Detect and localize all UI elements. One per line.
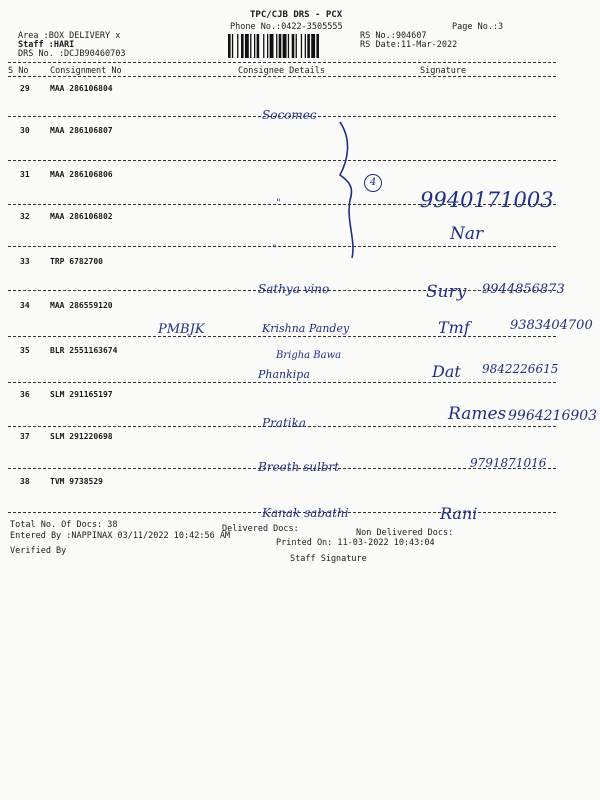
handwritten-phone: 9842226615 [482,362,559,376]
handwritten-phone: 9944856873 [482,282,565,297]
column-header-signature: Signature [420,66,467,76]
handwritten-note: PMBJK [158,322,205,337]
handwritten-consignee: Kanak sabathi [262,506,349,520]
non-delivered-docs: Non Delivered Docs: [356,528,454,538]
handwritten-signature: Rames [448,404,507,424]
delivered-docs: Delivered Docs: [222,524,299,534]
row-consignment: SLM 291220698 [50,432,113,441]
row-divider [8,336,556,337]
barcode [228,34,354,58]
handwritten-consignee: Breeth sulbrt [258,460,340,474]
handwritten-ditto: " [276,198,281,209]
staff-label: Staff :HARI [18,40,75,50]
handwritten-circled-number: 4 [364,174,382,192]
handwritten-signature: Rani [440,504,478,523]
handwritten-consignee: Sathya vino [258,282,330,296]
column-header-consignee: Consignee Details [238,66,325,76]
handwritten-consignee: Phankipa [258,368,310,381]
row-divider [8,382,556,383]
handwritten-consignee: Brigha Bawa [276,350,342,361]
staff-signature: Staff Signature [290,554,367,564]
row-consignment: TRP 6782700 [50,257,103,266]
column-header-consignment: Consignment No [50,66,122,76]
rs-date: RS Date:11-Mar-2022 [360,40,458,50]
row-divider [8,160,556,161]
row-sno: 37 [20,432,30,441]
row-consignment: MAA 286106806 [50,170,113,179]
total-docs: Total No. Of Docs: 38 [10,520,118,530]
entered-by: Entered By :NAPPINAX 03/11/2022 10:42:56 AM [10,531,231,541]
row-consignment: BLR 2551163674 [50,346,118,355]
document-title: TPC/CJB DRS - PCX [250,10,343,20]
handwritten-phone: 9791871016 [470,456,547,470]
row-consignment: MAA 286106802 [50,212,113,221]
row-sno: 38 [20,477,30,486]
page-number: Page No.:3 [452,22,504,32]
row-consignment: SLM 291165197 [50,390,113,399]
handwritten-signature: Dat [432,362,461,381]
handwritten-signature: Tmf [438,318,470,337]
row-consignment: MAA 286106804 [50,84,113,93]
phone-number: Phone No.:0422-3505555 [230,22,343,32]
column-header-sno: S No [8,66,29,76]
handwritten-phone: 9940171003 [420,188,554,212]
handwritten-consignee: Krishna Pandey [262,322,350,335]
row-sno: 30 [20,126,30,135]
divider [8,62,556,63]
handwritten-consignee: Pratika [262,416,307,430]
row-sno: 29 [20,84,30,93]
drs-number: DRS No. :DCJB90460703 [18,49,126,59]
handwritten-signature: Nar [450,224,484,244]
row-consignment: MAA 286559120 [50,301,113,310]
rs-number: RS No.:904607 [360,31,427,41]
handwritten-phone: 9964216903 [508,408,598,424]
row-sno: 32 [20,212,30,221]
handwritten-ditto: " [272,244,277,255]
row-sno: 31 [20,170,30,179]
handwritten-brace [330,120,370,260]
row-sno: 35 [20,346,30,355]
handwritten-consignee: Socomec [262,108,317,122]
divider [8,76,556,77]
verified-by: Verified By [10,546,67,556]
row-divider [8,246,556,247]
row-consignment: MAA 286106807 [50,126,113,135]
handwritten-phone: 9383404700 [510,318,593,333]
row-sno: 34 [20,301,30,310]
printed-on: Printed On: 11-03-2022 10:43:04 [276,538,435,548]
handwritten-signature: Sury [426,282,467,302]
row-consignment: TVM 9738529 [50,477,103,486]
row-sno: 33 [20,257,30,266]
row-sno: 36 [20,390,30,399]
area-label: Area :BOX DELIVERY x [18,31,121,41]
